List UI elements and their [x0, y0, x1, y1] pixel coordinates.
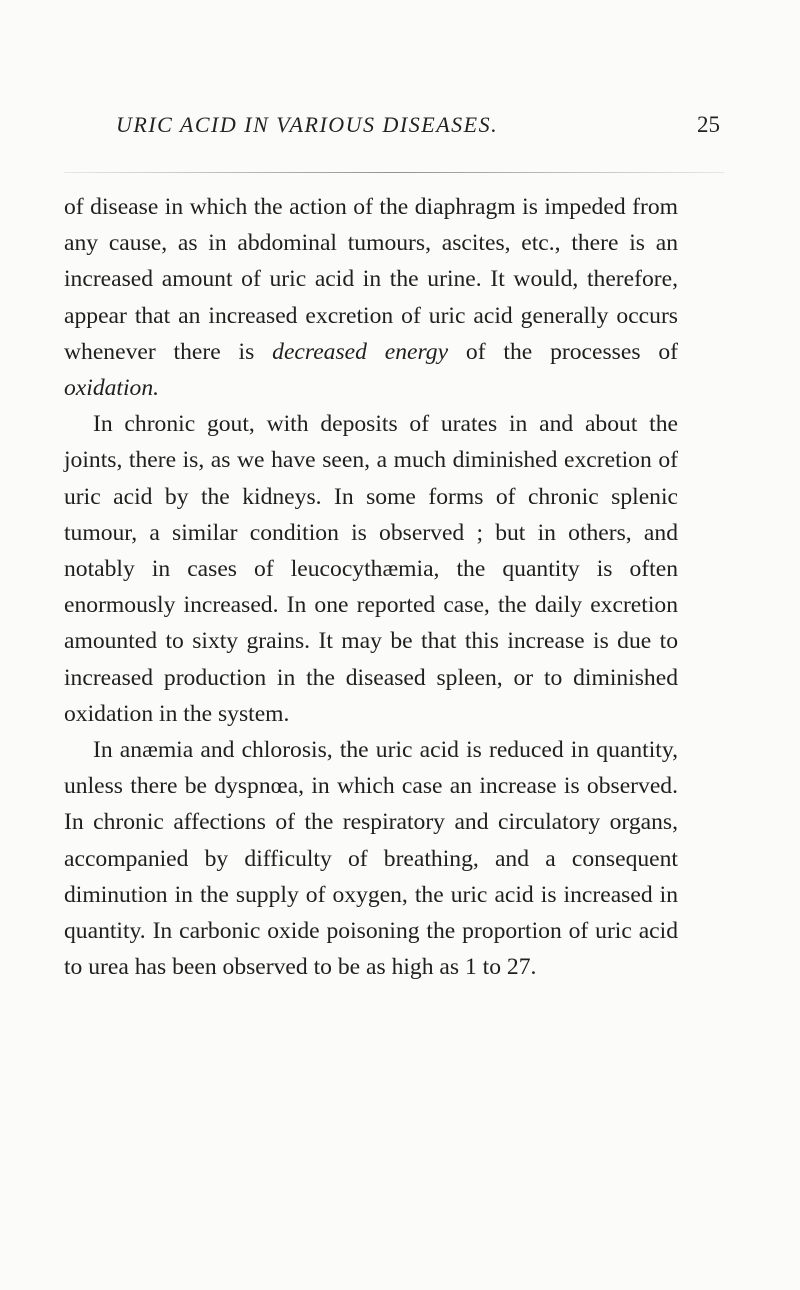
- paragraph-anaemia: In anæmia and chlorosis, the uric acid is reduced in quantity, unless there be dyspnœa, in which case an increase is observed. In chronic affections of the respiratory and circulatory organs, accompanied by difficulty of breathing, and a consequent diminution in the supply of oxygen, the uric acid is increased in quantity. In carbonic oxide poisoning the proportion of uric acid to urea has been observed to be as high as 1 to 27.: [64, 737, 678, 981]
- emphasis-decreased-energy: decreased energy: [272, 338, 449, 365]
- paragraph-1-middle: of the processes of: [448, 338, 679, 365]
- body-text: [64, 189, 678, 985]
- paragraph-chronic-gout: In chronic gout, with deposits of urates in and about the joints, there is, as we have seen, a much diminished excretion of uric acid by the kidneys. In some forms of chronic splenic tumour, a similar condition is observed ; but in others, and notably in cases of leucocythæmia, the quantity is often enormously increased. In one reported case, the daily excretion amounted to sixty grains. It may be that this increase is due to increased production in the diseased spleen, or to diminished oxidation in the system.: [64, 411, 678, 727]
- paragraph-continued: [64, 189, 678, 406]
- page-number: 25: [697, 112, 720, 137]
- running-head: [64, 112, 724, 148]
- running-title: URIC ACID IN VARIOUS DISEASES.: [116, 112, 499, 137]
- emphasis-oxidation: oxidation.: [64, 375, 160, 402]
- paragraph-1-text: of disease in which the action of the diaphragm is impeded from any cause, as in abdominal tumours, ascites, etc., there is an increased amount of uric acid in the urine. It would, therefore, appear that an increased excretion of uric acid generally occurs whenever there is: [64, 194, 678, 365]
- book-page: [64, 0, 724, 1290]
- header-rule: [64, 172, 724, 173]
